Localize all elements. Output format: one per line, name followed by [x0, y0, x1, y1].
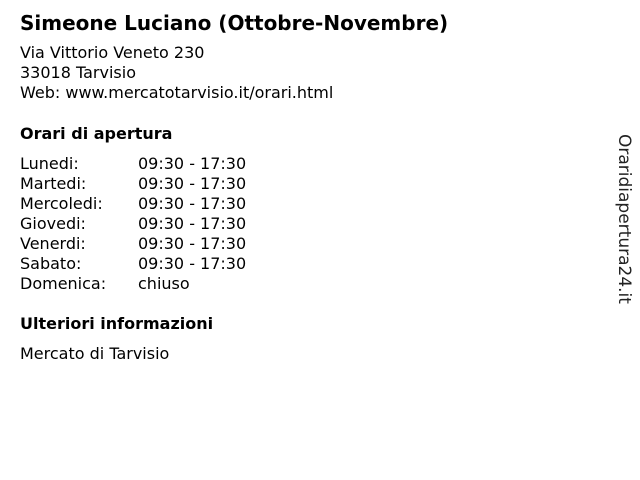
- hours-row-friday: [20, 234, 246, 254]
- day-label: Mercoledi:: [20, 194, 103, 213]
- time-value: 09:30 - 17:30: [138, 154, 247, 173]
- day-label: Martedi:: [20, 174, 87, 193]
- opening-hours-heading: Orari di apertura: [20, 124, 173, 143]
- hours-row-sunday: [20, 274, 246, 294]
- store-address: [20, 43, 333, 103]
- day-label: Giovedi:: [20, 214, 86, 233]
- day-label: Venerdi:: [20, 234, 86, 253]
- hours-row-tuesday: [20, 174, 246, 194]
- hours-row-wednesday: [20, 194, 246, 214]
- hours-row-monday: [20, 154, 246, 174]
- brand-text: Oraridiapertura24.it: [614, 134, 634, 304]
- time-value: chiuso: [138, 274, 190, 293]
- day-label: Sabato:: [20, 254, 82, 273]
- time-value: 09:30 - 17:30: [138, 234, 247, 253]
- further-info-heading: Ulteriori informazioni: [20, 314, 214, 333]
- hours-row-saturday: [20, 254, 246, 274]
- time-value: 09:30 - 17:30: [138, 194, 247, 213]
- day-label: Domenica:: [20, 274, 107, 293]
- time-value: 09:30 - 17:30: [138, 254, 247, 273]
- website-text: Web: www.mercatotarvisio.it/orari.html: [20, 83, 334, 102]
- day-label: Lunedi:: [20, 154, 79, 173]
- opening-hours-table: [20, 154, 246, 294]
- address-street: Via Vittorio Veneto 230: [20, 43, 205, 62]
- brand-watermark: [612, 134, 638, 310]
- time-value: 09:30 - 17:30: [138, 214, 247, 233]
- page-title: Simeone Luciano (Ottobre-Novembre): [20, 11, 449, 35]
- hours-row-thursday: [20, 214, 246, 234]
- address-city: 33018 Tarvisio: [20, 63, 136, 82]
- further-info-text: Mercato di Tarvisio: [20, 344, 170, 363]
- time-value: 09:30 - 17:30: [138, 174, 247, 193]
